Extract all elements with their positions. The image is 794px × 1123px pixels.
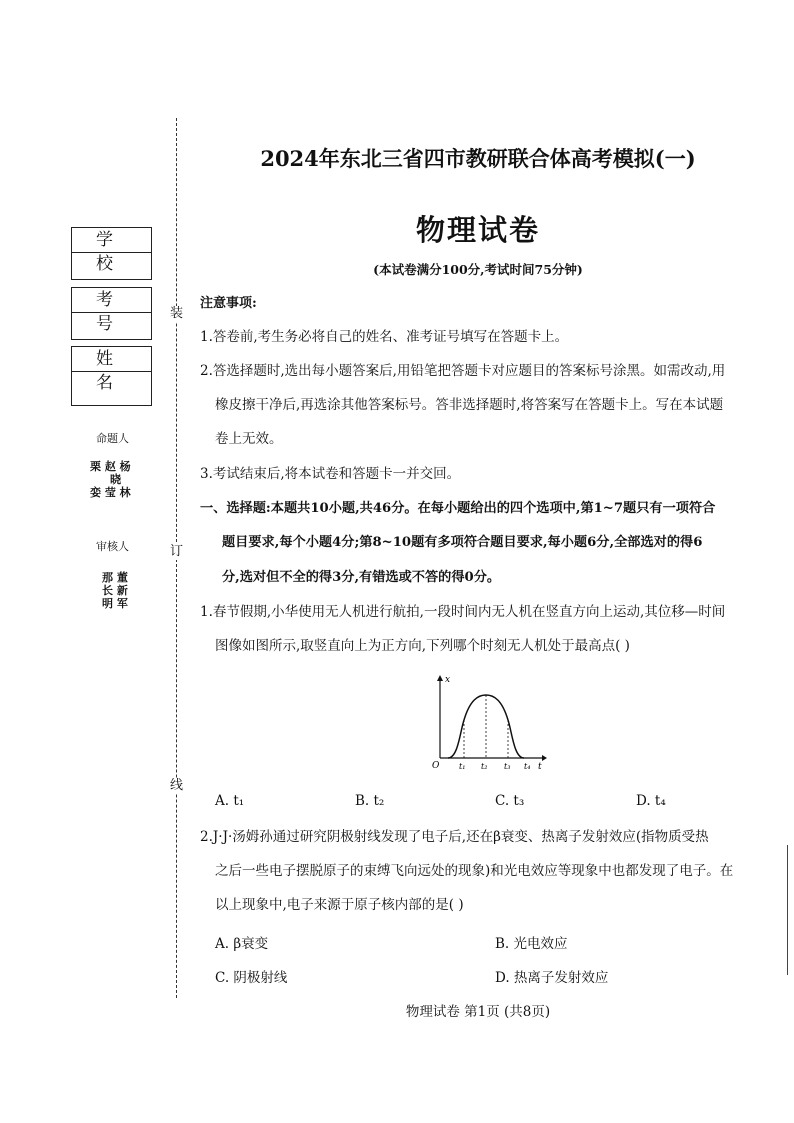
binding-char-xian: 线 bbox=[170, 778, 184, 793]
q1-line1: 1.春节假期,小华使用无人机进行航拍,一段时间内无人机在竖直方向上运动,其位移—时间 bbox=[200, 604, 726, 620]
name-label: 姓 名 bbox=[72, 347, 151, 372]
proposer-mid: 晓 bbox=[110, 473, 121, 486]
note-item-2-line3: 卷上无效。 bbox=[215, 431, 283, 447]
reviewer-row3: 明 军 bbox=[102, 597, 128, 610]
exam-subtitle: 物理试卷 bbox=[415, 213, 540, 247]
y-axis-arrow bbox=[437, 675, 443, 681]
q2-option-c[interactable]: C. 阴极射线 bbox=[215, 970, 288, 986]
q2-option-b[interactable]: B. 光电效应 bbox=[495, 936, 568, 952]
exam-number-label: 考 号 bbox=[72, 288, 151, 313]
q1-option-b[interactable]: B. t₂ bbox=[355, 793, 385, 809]
note-item-1: 1.答卷前,考生务必将自己的姓名、准考证号填写在答题卡上。 bbox=[200, 329, 569, 345]
tick-t3: t₃ bbox=[504, 762, 511, 771]
x-axis-arrow bbox=[542, 755, 547, 761]
note-item-3: 3.考试结束后,将本试卷和答题卡一并交回。 bbox=[200, 466, 461, 482]
section1-line1: 一、选择题:本题共10小题,共46分。在每小题给出的四个选项中,第1~7题只有一项符合 bbox=[200, 501, 716, 516]
q2-option-d[interactable]: D. 热离子发射效应 bbox=[495, 970, 609, 986]
name-field[interactable] bbox=[71, 346, 152, 406]
school-label: 学 校 bbox=[72, 228, 151, 253]
origin-label: O bbox=[432, 761, 440, 771]
reviewer-row2: 长 新 bbox=[102, 584, 128, 597]
q2-line3: 以上现象中,电子来源于原子核内部的是( ) bbox=[215, 897, 464, 913]
reviewer-row1: 那 董 bbox=[102, 571, 128, 584]
q2-line2: 之后一些电子摆脱原子的束缚飞向远处的现象)和光电效应等现象中也都发现了电子。在 bbox=[215, 863, 734, 879]
scan-edge-mark bbox=[787, 845, 788, 975]
proposer-row2: 娈 莹 林 bbox=[90, 486, 131, 499]
reviewer-names bbox=[102, 571, 128, 610]
section1-line3: 分,选对但不全的得3分,有错选或不答的得0分。 bbox=[222, 570, 501, 585]
note-item-2-line1: 2.答选择题时,选出每小题答案后,用铅笔把答题卡对应题目的答案标号涂黑。如需改动,用 bbox=[200, 363, 726, 379]
q2-option-a[interactable]: A. β衰变 bbox=[215, 936, 269, 952]
tick-t1: t₁ bbox=[459, 762, 466, 771]
displacement-time-graph bbox=[428, 672, 548, 772]
q1-option-c[interactable]: C. t₃ bbox=[495, 793, 525, 809]
q1-line2: 图像如图所示,取竖直向上为正方向,下列哪个时刻无人机处于最高点( ) bbox=[215, 638, 630, 654]
reviewer-title: 审核人 bbox=[96, 540, 129, 553]
proposer-title: 命题人 bbox=[96, 432, 129, 445]
q1-option-d[interactable]: D. t₄ bbox=[636, 793, 666, 809]
y-axis-label: x bbox=[445, 675, 451, 685]
notes-heading: 注意事项: bbox=[200, 296, 257, 311]
proposer-names bbox=[90, 460, 131, 499]
x-axis-label: t bbox=[538, 762, 542, 772]
page-footer: 物理试卷 第1页 (共8页) bbox=[405, 1004, 551, 1020]
section1-line2: 题目要求,每个小题4分;第8~10题有多项符合题目要求,每小题6分,全部选对的得6 bbox=[222, 535, 703, 550]
note-item-2-line2: 橡皮擦干净后,再选涂其他答案标号。答非选择题时,将答案写在答题卡上。写在本试题 bbox=[215, 397, 724, 413]
exam-meta: (本试卷满分100分,考试时间75分钟) bbox=[373, 262, 583, 277]
tick-t2: t₂ bbox=[481, 762, 488, 771]
binding-char-zhuang: 装 bbox=[170, 306, 184, 321]
binding-char-ding: 订 bbox=[170, 544, 184, 559]
exam-title: 2024年东北三省四市教研联合体高考模拟(一) bbox=[260, 146, 696, 171]
q1-option-a[interactable]: A. t₁ bbox=[215, 793, 245, 809]
proposer-row1: 栗 赵 杨 bbox=[90, 460, 131, 473]
exam-number-field[interactable] bbox=[71, 287, 152, 340]
tick-t4: t₄ bbox=[524, 762, 531, 771]
q2-line1: 2.J·J·汤姆孙通过研究阴极射线发现了电子后,还在β衰变、热离子发射效应(指物质受热 bbox=[200, 829, 709, 845]
